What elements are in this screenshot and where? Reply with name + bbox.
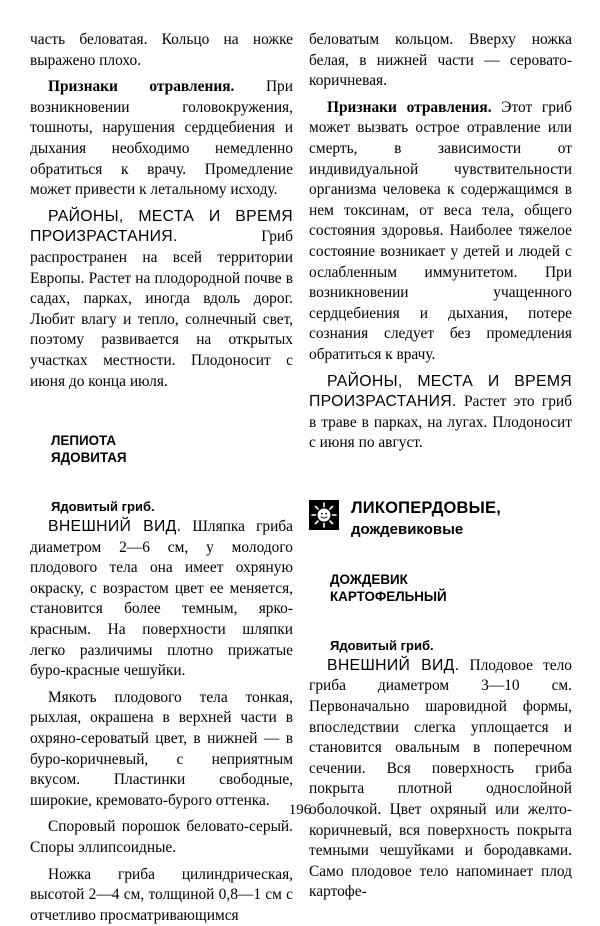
species-heading-2-line2: КАРТОФЕЛЬНЫЙ <box>330 588 447 604</box>
continuation-paragraph: беловатым кольцом. Вверху ножка белая, в нижней части — серовато-коричневая. <box>309 31 572 90</box>
poisoning-text-2: Этот гриб может вызвать острое отравление или смерть, в зависимости от индивидуальной чувствительности организма человека к содержащимся в нем токсинам, от веса тела, общего состояния здоровья. Наиболее тяжелое состояние возникает у детей и людей с ослабленным иммунитетом. При возникновении учащенного сердцебиения и дыхания, потере сознания следует без промедления обратиться к врачу. <box>309 98 572 363</box>
regions-lead-2: РАЙОНЫ, МЕСТА И ВРЕМЯ ПРОИЗРАСТАНИЯ. <box>309 372 572 411</box>
regions-text-2: Растет это гриб в траве в парках, на лугах. Плодоносит с июня по август. <box>309 393 572 452</box>
stem-paragraph: Ножка гриба цилиндрическая, высотой 2—4 см, толщиной 0,8—1 см с отчетливо просматривающимся <box>30 865 293 924</box>
poison-label-1: Ядовитый гриб. <box>51 499 155 515</box>
regions-paragraph-1 <box>30 207 293 392</box>
species-heading-1-line2: ЯДОВИТАЯ <box>51 450 127 466</box>
appearance-text-1: Шляпка гриба диаметром 2—6 см, у молодого плодового тела она имеет охряную окраску, с возрастом цвет ее меняется, становится более темным, ярко-красным. На поверхности шляпки легко различимы плотно прижатые буро-красные чешуйки. <box>30 518 293 680</box>
poisoning-lead-1: Признаки отравления. <box>48 78 235 96</box>
family-subtitle: дождевиковые <box>351 520 464 538</box>
regions-paragraph-2 <box>309 372 572 454</box>
poisoning-paragraph-1 <box>30 77 293 201</box>
appearance-text-2: Плодовое тело гриба диаметром 3—10 см. Первоначально шаровидной формы, впоследствии слегка уплощается и становится овальным в поперечном сечении. Вся поверхность гриба покрыта плотной однослойной оболочкой. Цвет охряный или желто-коричневый, вся поверхность покрыта темными чешуйками и бородавками. Само плодовое тело напоминает плод картофе- <box>309 656 573 901</box>
poisoning-text-1: При возникновении головокружения, тошноты, нарушения сердцебиения и дыхания необходимо немедленно обратиться к врачу. Промедление может привести к летальному исходу. <box>30 78 293 199</box>
appearance-lead-1: ВНЕШНИЙ ВИД. <box>48 518 182 536</box>
regions-text-1: Гриб распространен на всей территории Европы. Растет на плодородной почве в садах, парках, иногда вдоль дорог. Любит влагу и тепло, солнечный свет, поэтому развивается на открытых участках местности. Плодоносит с июня до конца июля. <box>30 228 293 390</box>
family-title: ЛИКОПЕРДОВЫЕ, <box>351 498 502 517</box>
species-heading-1 <box>51 432 293 466</box>
right-column <box>309 30 572 903</box>
flesh-paragraph: Мякоть плодового тела тонкая, рыхлая, окрашена в верхней части в охряно-сероватый цвет, в нижней — в буро-коричневый, с неприятным вкусом. Пластинки свободные, широкие, кремовато-бурого оттенка. <box>30 688 293 809</box>
appearance-paragraph-1 <box>30 517 293 682</box>
poison-label-2: Ядовитый гриб. <box>330 637 434 653</box>
species-heading-2 <box>330 571 572 605</box>
page-number: 196 <box>288 802 312 818</box>
appearance-paragraph-2 <box>309 656 572 903</box>
species-heading-1-line1: ЛЕПИОТА <box>51 433 116 449</box>
regions-lead-1: РАЙОНЫ, МЕСТА И ВРЕМЯ ПРОИЗРАСТАНИЯ. <box>30 207 293 246</box>
left-column <box>30 30 293 926</box>
poisoning-paragraph-2 <box>309 98 572 366</box>
sun-face-icon <box>309 500 339 530</box>
appearance-lead-2: ВНЕШНИЙ ВИД. <box>327 656 460 674</box>
intro-paragraph: часть беловатая. Кольцо на ножке выражено плохо. <box>30 31 293 69</box>
family-text <box>351 498 501 540</box>
poisoning-lead-2: Признаки отравления. <box>327 98 492 116</box>
species-heading-2-line1: ДОЖДЕВИК <box>330 571 408 587</box>
spores-paragraph: Споровый порошок беловато-серый. Споры эллипсоидные. <box>30 818 293 856</box>
family-heading <box>309 498 572 540</box>
